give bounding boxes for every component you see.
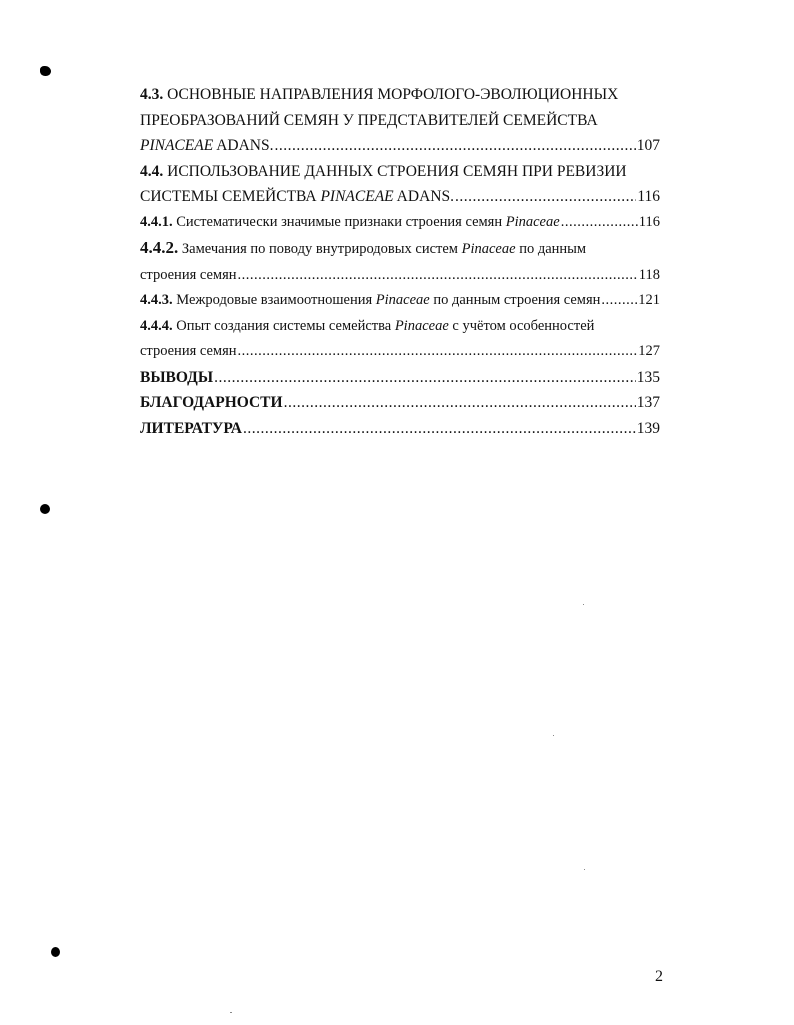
leader-dots <box>284 390 636 416</box>
page-ref: 135 <box>636 368 660 386</box>
scan-speck <box>583 604 584 605</box>
table-of-contents <box>140 82 660 441</box>
toc-entry-acknowledgements: БЛАГОДАРНОСТИ ..... 137 <box>140 390 660 416</box>
toc-entry-4-4-2: 4.4.2. Замечания по поводу внутриродовых систем Pinaceae по данным строения семян ..... 118 <box>140 235 660 288</box>
leader-dots <box>243 416 636 442</box>
section-number: 4.4. <box>140 162 164 180</box>
toc-entry-4-3: 4.3. ОСНОВНЫЕ НАПРАВЛЕНИЯ МОРФОЛОГО-ЭВОЛЮЦИОННЫХ ПРЕОБРАЗОВАНИЙ СЕМЯН У ПРЕДСТАВИТЕЛЕЙ СЕМЕЙСТВА PINACEAE ADANS. ..... 107 <box>140 82 660 159</box>
toc-entry-literature: ЛИТЕРАТУРА ..... 139 <box>140 416 660 442</box>
page-ref: 118 <box>638 266 660 283</box>
scan-speck <box>230 1012 232 1013</box>
section-number: 4.4.1. <box>140 213 173 230</box>
scan-speck <box>553 735 554 736</box>
page-ref: 139 <box>636 419 660 437</box>
section-number: 4.4.3. <box>140 292 173 308</box>
punch-hole-mark <box>40 504 50 514</box>
page-ref: 116 <box>637 188 660 205</box>
punch-hole-mark <box>40 66 51 76</box>
toc-entry-conclusions: ВЫВОДЫ ..... 135 <box>140 365 660 391</box>
punch-hole-mark <box>51 947 60 957</box>
leader-dots <box>274 133 635 159</box>
section-number: 4.4.2. <box>140 238 179 257</box>
page-ref: 121 <box>638 292 660 308</box>
toc-entry-4-4-4: 4.4.4. Опыт создания системы семейства Pinaceae с учётом особенностей строения семян ..... 127 <box>140 314 660 365</box>
toc-entry-4-4: 4.4. ИСПОЛЬЗОВАНИЕ ДАННЫХ СТРОЕНИЯ СЕМЯН ПРИ РЕВИЗИИ СИСТЕМЫ СЕМЕЙСТВА PINACEAE ADANS. ..... 116 <box>140 159 660 210</box>
leader-dots <box>455 184 636 210</box>
page-ref: 137 <box>636 394 660 411</box>
leader-dots <box>561 210 638 236</box>
page-ref: 107 <box>636 137 660 154</box>
leader-dots <box>601 288 637 314</box>
page-ref: 127 <box>638 343 660 359</box>
leader-dots <box>214 365 636 391</box>
section-number: 4.4.4. <box>140 317 173 334</box>
page-ref: 116 <box>638 213 660 230</box>
section-number: 4.3. <box>140 86 164 103</box>
toc-entry-4-4-3: 4.4.3. Межродовые взаимоотношения Pinaceae по данным строения семян ..... 121 <box>140 288 660 314</box>
leader-dots <box>238 339 638 365</box>
toc-entry-4-4-1: 4.4.1. Систематически значимые признаки строения семян Pinaceae ..... 116 <box>140 210 660 236</box>
page-number: 2 <box>655 968 663 985</box>
scan-speck <box>584 869 585 870</box>
leader-dots <box>238 263 638 289</box>
